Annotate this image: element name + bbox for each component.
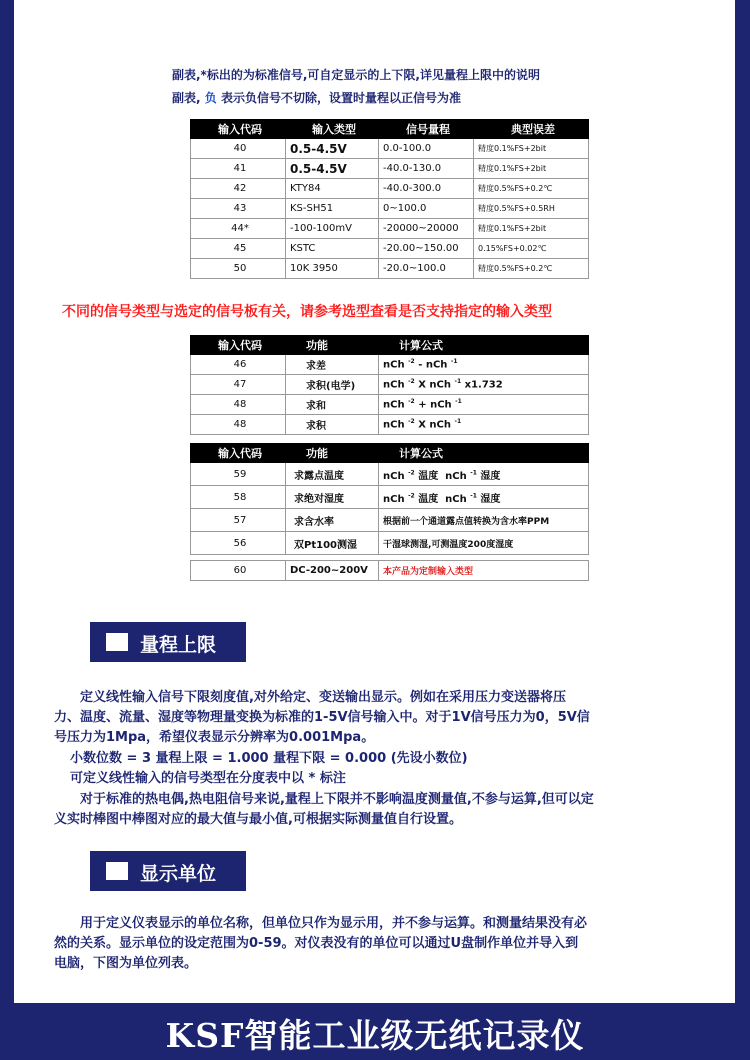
square-icon: [106, 633, 128, 651]
range-cell: 0.0-100.0: [379, 139, 474, 159]
error-cell: 精度0.5%FS+0.2℃: [474, 259, 589, 279]
table-row: [191, 561, 589, 581]
code-cell: 44*: [191, 219, 286, 239]
col-header: 计算公式: [379, 444, 589, 463]
type-cell: 0.5-4.5V: [286, 159, 379, 179]
range-cell: -40.0-300.0: [379, 179, 474, 199]
table-row: [191, 159, 589, 179]
calc-table-2: [190, 443, 589, 555]
func-cell: DC-200~200V: [286, 561, 379, 581]
formula-cell: nCh $^{-2}$ X nCh $^{-1}$ x1.732: [379, 375, 589, 395]
para-line: 小数位数 = 3 量程上限 = 1.000 量程下限 = 0.000 (先设小数位): [70, 751, 468, 766]
code-cell: 50: [191, 259, 286, 279]
col-header: 功能: [286, 444, 379, 463]
formula-cell: 干湿球测湿,可测温度200度湿度: [379, 532, 589, 555]
col-header: 输入代码: [191, 336, 286, 355]
col-header: 输入类型: [286, 120, 379, 139]
code-cell: 46: [191, 355, 286, 375]
type-cell: 0.5-4.5V: [286, 139, 379, 159]
code-cell: 41: [191, 159, 286, 179]
code-cell: 60: [191, 561, 286, 581]
range-cell: -40.0-130.0: [379, 159, 474, 179]
func-cell: 双Pt100测湿: [286, 532, 379, 555]
table-row: [191, 532, 589, 555]
type-cell: -100-100mV: [286, 219, 379, 239]
table-row: [191, 239, 589, 259]
code-cell: 57: [191, 509, 286, 532]
custom-type-table: [190, 560, 589, 581]
func-cell: 求绝对湿度: [286, 486, 379, 509]
formula-cell: 本产品为定制输入类型: [379, 561, 589, 581]
type-cell: KS-SH51: [286, 199, 379, 219]
note-line-2: 副表, 负 表示负信号不切除，设置时量程以正信号为准: [172, 91, 461, 105]
type-cell: 10K 3950: [286, 259, 379, 279]
table-row: [191, 219, 589, 239]
input-type-table: [190, 119, 589, 279]
formula-cell: nCh $^{-2}$ 温度 nCh $^{-1}$ 湿度: [379, 463, 589, 486]
code-cell: 59: [191, 463, 286, 486]
section-header-display-unit: [90, 851, 246, 891]
table-header-row: [191, 336, 589, 355]
code-cell: 48: [191, 395, 286, 415]
formula-cell: nCh $^{-2}$ 温度 nCh $^{-1}$ 湿度: [379, 486, 589, 509]
footer-title: KSF智能工业级无纸记录仪: [165, 1016, 585, 1055]
para-line: 用于定义仪表显示的单位名称，但单位只作为显示用，并不参与运算。和测量结果没有必: [80, 916, 588, 931]
section-header-range-upper: [90, 622, 246, 662]
error-cell: 精度0.5%FS+0.2℃: [474, 179, 589, 199]
para-line: 号压力为1Mpa，希望仪表显示分辨率为0.001Mpa。: [54, 730, 375, 745]
func-cell: 求含水率: [286, 509, 379, 532]
func-cell: 求积(电学): [286, 375, 379, 395]
col-header: 功能: [286, 336, 379, 355]
table-row: [191, 199, 589, 219]
error-cell: 精度0.1%FS+2bit: [474, 139, 589, 159]
table-row: [191, 509, 589, 532]
type-cell: KTY84: [286, 179, 379, 199]
para-line: 力、温度、流量、湿度等物理量变换为标准的1-5V信号输入中。对于1V信号压力为0，5V信: [54, 710, 590, 725]
para-line: 可定义线性输入的信号类型在分度表中以 * 标注: [70, 771, 346, 786]
formula-cell: nCh $^{-2}$ X nCh $^{-1}$: [379, 415, 589, 435]
para-line: 义实时棒图中棒图对应的最大值与最小值,可根据实际测量值自行设置。: [54, 812, 462, 827]
formula-cell: nCh $^{-2}$ + nCh $^{-1}$: [379, 395, 589, 415]
code-cell: 56: [191, 532, 286, 555]
table-row: [191, 375, 589, 395]
code-cell: 43: [191, 199, 286, 219]
code-cell: 58: [191, 486, 286, 509]
code-cell: 42: [191, 179, 286, 199]
negative-marker: 负: [204, 91, 217, 105]
code-cell: 48: [191, 415, 286, 435]
table-row: [191, 486, 589, 509]
formula-cell: 根据前一个通道露点值转换为含水率PPM: [379, 509, 589, 532]
col-header: 输入代码: [191, 444, 286, 463]
calc-table-1: [190, 335, 589, 435]
code-cell: 40: [191, 139, 286, 159]
para-line: 定义线性输入信号下限刻度值,对外给定、变送输出显示。例如在采用压力变送器将压: [80, 690, 566, 705]
func-cell: 求积: [286, 415, 379, 435]
table-row: [191, 179, 589, 199]
square-icon: [106, 862, 128, 880]
table-row: [191, 415, 589, 435]
para-line: 电脑，下图为单位列表。: [54, 956, 198, 971]
range-cell: -20.0~100.0: [379, 259, 474, 279]
table-row: [191, 463, 589, 486]
col-header: 计算公式: [379, 336, 589, 355]
section-title: 量程上限: [140, 634, 217, 656]
error-cell: 精度0.1%FS+2bit: [474, 159, 589, 179]
section-title: 显示单位: [140, 863, 217, 885]
col-header: 输入代码: [191, 120, 286, 139]
table-header-row: [191, 120, 589, 139]
type-cell: KSTC: [286, 239, 379, 259]
compatibility-warning: 不同的信号类型与选定的信号板有关，请参考选型查看是否支持指定的输入类型: [62, 304, 552, 320]
func-cell: 求和: [286, 395, 379, 415]
col-header: 信号量程: [379, 120, 474, 139]
func-cell: 求差: [286, 355, 379, 375]
para-line: 对于标准的热电偶,热电阻信号来说,量程上下限并不影响温度测量值,不参与运算,但可以定: [80, 792, 594, 807]
para-line: 然的关系。显示单位的设定范围为0-59。对仪表没有的单位可以通过U盘制作单位并导入到: [54, 936, 579, 951]
formula-cell: nCh $^{-2}$ - nCh $^{-1}$: [379, 355, 589, 375]
code-cell: 47: [191, 375, 286, 395]
code-cell: 45: [191, 239, 286, 259]
note-line-1: 副表,*标出的为标准信号,可自定显示的上下限,详见量程上限中的说明: [172, 68, 540, 82]
table-row: [191, 355, 589, 375]
table-row: [191, 139, 589, 159]
table-row: [191, 259, 589, 279]
col-header: 典型误差: [474, 120, 589, 139]
error-cell: 精度0.5%FS+0.5RH: [474, 199, 589, 219]
table-header-row: [191, 444, 589, 463]
range-cell: 0~100.0: [379, 199, 474, 219]
table-row: [191, 395, 589, 415]
range-cell: -20000~20000: [379, 219, 474, 239]
func-cell: 求露点温度: [286, 463, 379, 486]
error-cell: 0.15%FS+0.02℃: [474, 239, 589, 259]
error-cell: 精度0.1%FS+2bit: [474, 219, 589, 239]
range-cell: -20.00~150.00: [379, 239, 474, 259]
